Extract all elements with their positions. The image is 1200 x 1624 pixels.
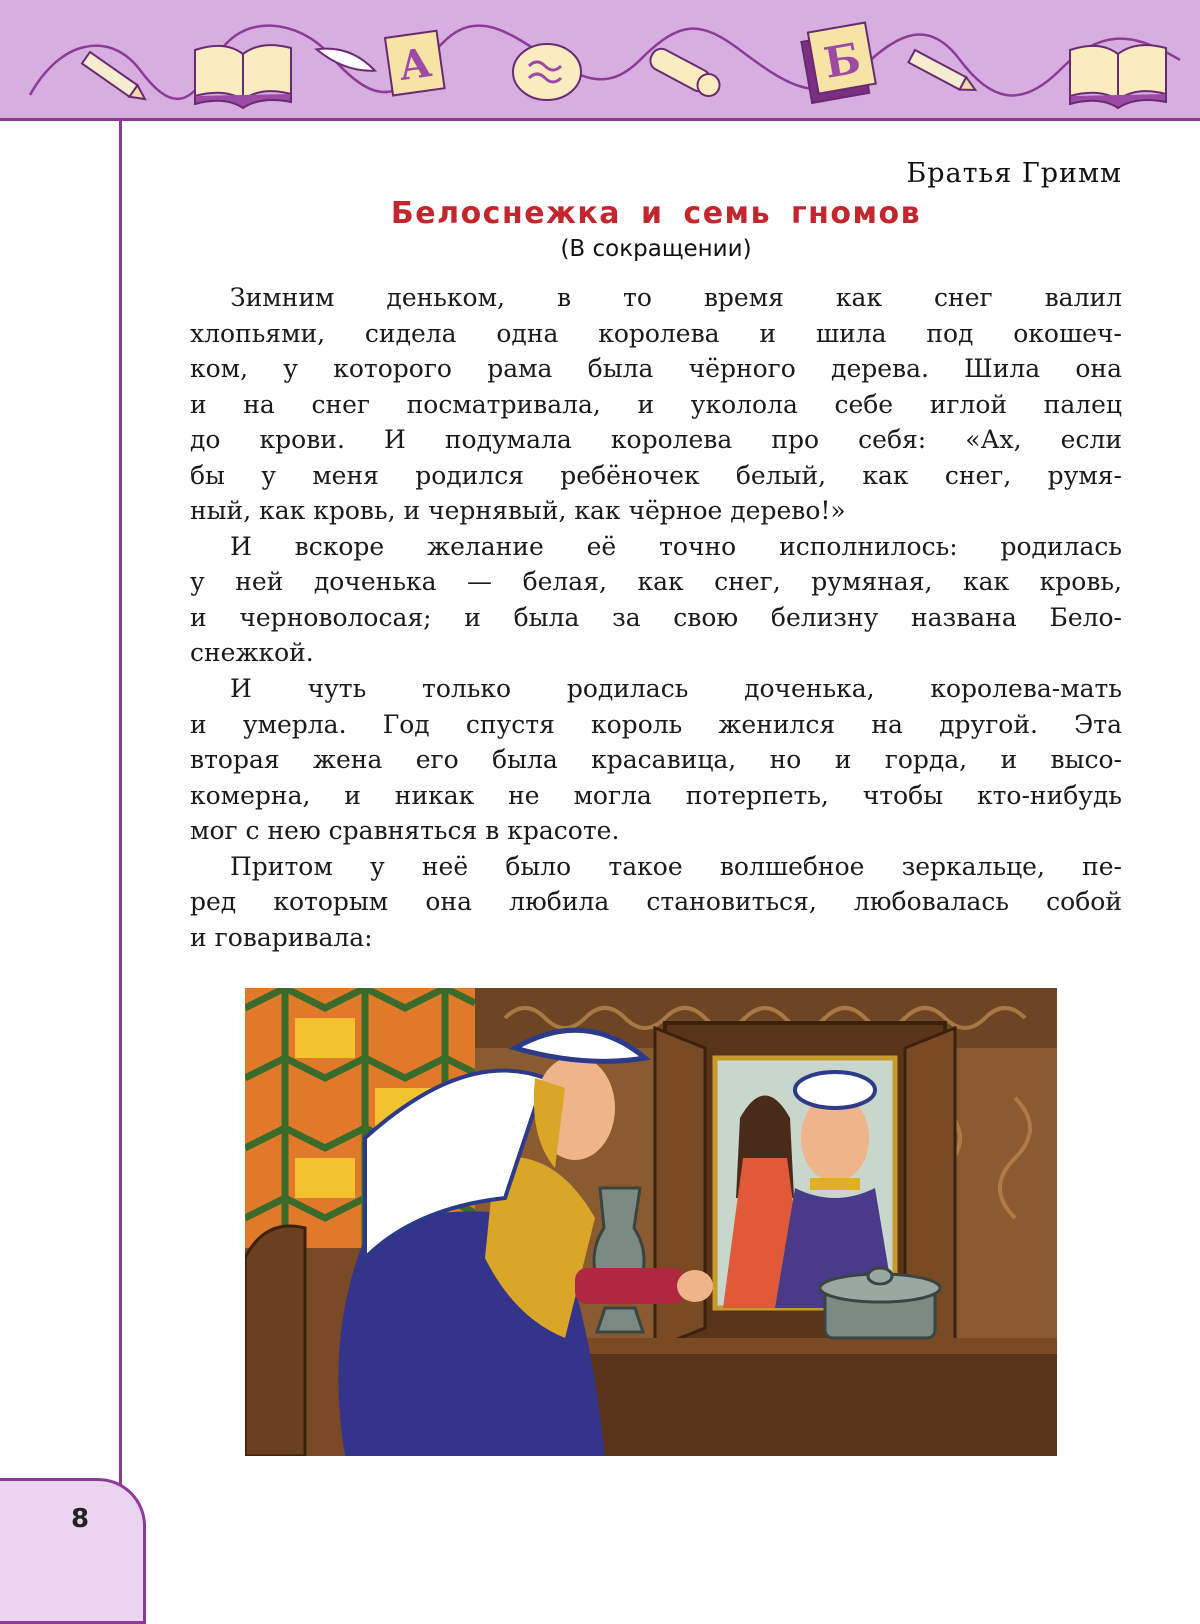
text-line: И чуть только родилась доченька, королева-мать [230,674,1122,704]
header-icons [0,0,1200,118]
text-line: бы у меня родился ребёночек белый, как снег, румя- [190,460,1122,490]
svg-text:A: A [396,39,434,91]
text-line: ком, у которого рама была чёрного дерева. Шила она [190,354,1122,384]
svg-text:Б: Б [820,33,865,88]
paragraph [190,849,1122,956]
text-line: и на снег посматривала, и уколола себе иглой палец [190,389,1122,419]
paragraph [190,671,1122,849]
text-line: снежкой. [190,638,314,668]
text-line: и черноволосая; и была за свою белизну названа Бело- [190,602,1122,632]
text-line: и говаривала: [190,922,373,952]
scroll-icon [513,44,581,100]
paragraph [190,529,1122,671]
text-line: Зимним деньком, в то время как снег валил [230,283,1122,312]
story-title: Белоснежка и семь гномов [390,196,922,231]
text-line: и умерла. Год спустя король женился на другой. Эта [190,709,1122,739]
letter-b-book-icon [800,23,877,103]
page-number-tab [0,1478,146,1624]
pencil-icon [82,52,149,105]
author-name: Братья Гримм [906,158,1122,189]
queen-mirror-illustration [245,988,1057,1456]
text-line: И вскоре желание её точно исполнилось: родилась [230,531,1122,561]
open-book-icon [1070,45,1166,108]
text-line: комерна, и никак не могла потерпеть, чтобы кто-нибудь [190,780,1122,810]
jewelry-box [820,1268,940,1338]
story-text [190,280,1122,955]
text-line: ред которым она любила становиться, любовалась собой [190,887,1122,917]
story-subtitle: (В сокращении) [560,236,752,262]
parchment-scroll-icon [647,45,724,100]
paragraph [190,280,1122,529]
text-line: у ней доченька — белая, как снег, румяная, как кровь, [190,567,1122,597]
margin-rule [119,118,122,1604]
open-book-icon [195,45,291,108]
pencil-icon [908,50,978,96]
letter-a-card-icon [385,31,445,96]
text-line: мог с нею сравняться в красоте. [190,816,620,846]
text-line: вторая жена его была красавица, но и горда, и высо- [190,745,1122,775]
text-line: до крови. И подумала королева про себя: «Ах, если [190,425,1122,455]
text-line: ный, как кровь, и чернявый, как чёрное дерево!» [190,496,846,526]
text-line: хлопьями, сидела одна королева и шила под окошеч- [190,318,1122,348]
text-line: Притом у неё было такое волшебное зеркальце, пе- [230,851,1122,881]
header-decoration-band [0,0,1200,121]
page-number: 8 [70,1504,90,1534]
